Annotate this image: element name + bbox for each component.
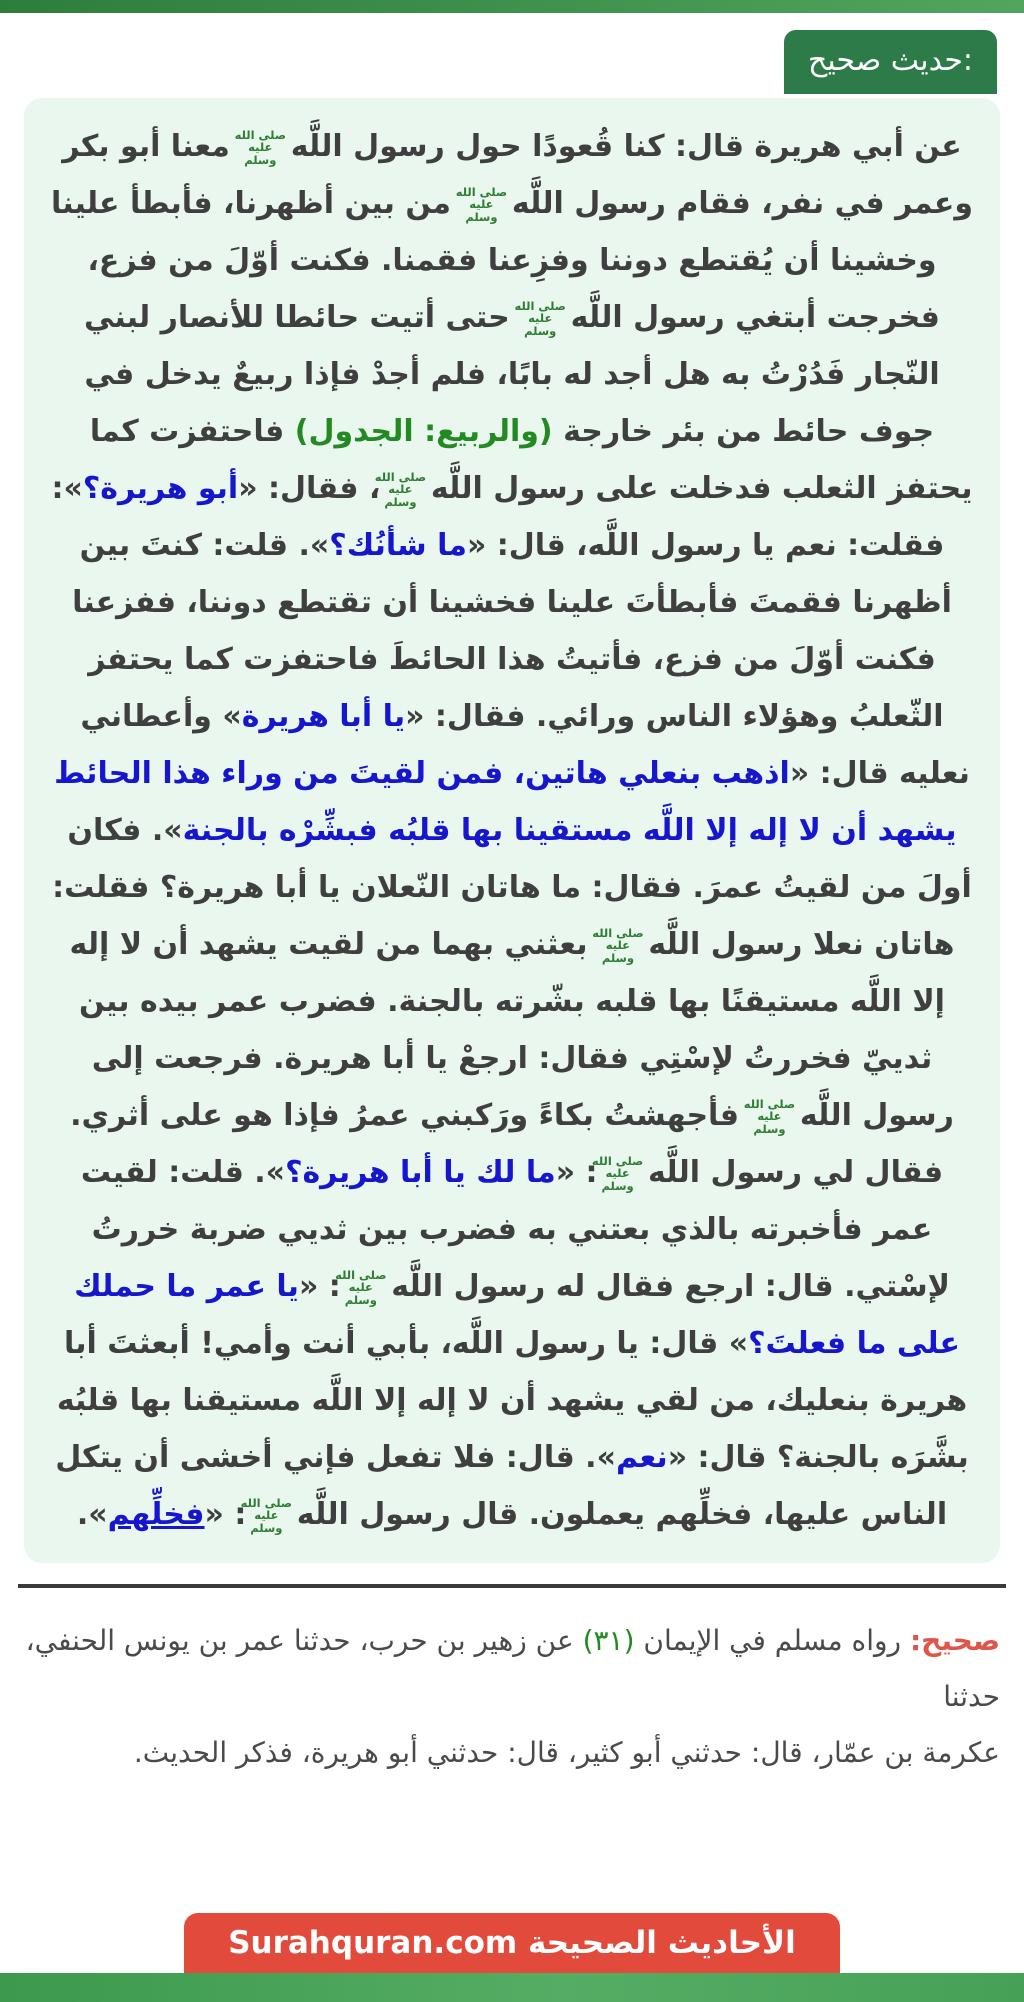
- saw-honorific-icon: صلى الله عليه وسلم: [240, 1496, 293, 1535]
- text-segment: نعم: [615, 1440, 668, 1475]
- saw-honorific-icon: صلى الله عليه وسلم: [514, 299, 566, 338]
- section-divider: [18, 1584, 1006, 1588]
- hadith-text-box: [24, 98, 1000, 1563]
- text-segment: ». قلت: لقيت عمر فأخبرته بالذي بعتني به فضرب بين ثديي ضربة خررتُ لإسْتي. قال: ارجع فقال له رسول اللَّه: [80, 1155, 950, 1304]
- source-note-paragraph: [24, 1613, 1000, 1725]
- text-segment: ». قال: فلا تفعل فإني أخشى أن يتكل الناس عليها، فخلِّهم يعملون. قال رسول اللَّه: [55, 1440, 948, 1532]
- text-segment: صحيح:: [909, 1624, 1000, 1657]
- saw-honorific-icon: صلى الله عليه وسلم: [455, 185, 508, 224]
- text-segment: : «: [298, 1269, 341, 1304]
- text-segment: فاحتفزت كما يحتفز الثعلب فدخلت على رسول اللَّه: [89, 414, 973, 506]
- saw-honorific-icon: صلى الله عليه وسلم: [234, 128, 286, 167]
- text-segment: يا عمر ما حملك على ما فعلتَ؟: [74, 1269, 960, 1361]
- text-segment: ما لك يا أبا هريرة؟: [285, 1155, 556, 1190]
- text-segment: فخلِّهم: [107, 1497, 205, 1532]
- hadith-text: [50, 118, 974, 1543]
- saw-honorific-icon: صلى الله عليه وسلم: [743, 1097, 796, 1136]
- source-note-paragraph: [24, 1725, 1000, 1781]
- text-segment: من بين أظهرنا، فأبطأ علينا وخشينا أن يُقتطع دوننا وفزِعنا فقمنا. فكنت أوّلَ من فزع، فخرجت أبتغي رسول اللَّه: [51, 186, 940, 335]
- text-segment: : «: [555, 1155, 598, 1190]
- text-segment: يا أبا هريرة: [241, 699, 406, 734]
- saw-honorific-icon: صلى الله عليه وسلم: [374, 470, 427, 509]
- text-segment: حتى أتيت حائطا للأنصار لبني النّجار فَدُرْتُ به هل أجد له بابًا، فلم أجدْ فإذا ربيعٌ يدخل في جوف حائط من بئر خارجة: [84, 300, 940, 449]
- text-segment: عن زهير بن حرب، حدثنا عمر بن يونس الحنفي، حدثنا: [25, 1624, 1000, 1713]
- text-segment: ما شأنُك؟: [329, 528, 467, 563]
- hadith-status-badge: حديث صحيح:: [784, 30, 997, 94]
- site-url: Surahquran.com: [228, 1925, 518, 1961]
- text-segment: عكرمة بن عمّار، قال: حدثني أبو كثير، قال: حدثني أبو هريرة، فذكر الحديث.: [133, 1736, 1000, 1769]
- text-segment: بعثني بهما من لقيت يشهد أن لا إله إلا اللَّه مستيقنًا بها قلبه بشّرته بالجنة. فضرب عمر بيده بين ثدييّ فخررتُ لإسْتِي فقال: ارجعْ يا أبا هريرة. فرجعت إلى رسول اللَّه: [69, 927, 954, 1133]
- text-segment: : «: [204, 1497, 247, 1532]
- text-segment: اذهب بنعلي هاتين، فمن لقيتَ من وراء هذا الحائط يشهد أن لا إله إلا اللَّه مستقينا بها قلبُه فبشِّرْه بالجنة: [54, 756, 957, 848]
- text-segment: معنا أبو بكر وعمر في نفر، فقام رسول اللَّه: [62, 129, 973, 221]
- text-segment: ، فقال: «: [238, 471, 381, 506]
- text-segment: ». قلت: كنتَ بين أظهرنا فقمتَ فأبطأتَ علينا فخشينا أن تقتطع دوننا، ففزعنا فكنت أوّلَ من فزع، فأتيتُ هذا الحائطَ فاحتفزت كما يحتفز الثّعلبُ وهؤلاء الناس ورائي. فقال: «: [72, 528, 952, 734]
- bottom-decorative-bar: [0, 1973, 1024, 2002]
- text-segment: (والربيع: الجدول): [294, 414, 553, 449]
- text-segment: »: فقلت: نعم يا رسول اللَّه، قال: «: [51, 471, 945, 563]
- badge-row: [0, 30, 1024, 94]
- saw-honorific-icon: صلى الله عليه وسلم: [592, 926, 644, 965]
- footer: [0, 1913, 1024, 2002]
- text-segment: » قال: يا رسول اللَّه، بأبي أنت وأمي! أبعثتَ أبا هريرة بنعليك، من لقي يشهد أن لا إله إلا اللَّه مستيقنا بها قلبُه بشَّرَه بالجنة؟ قال: «: [56, 1326, 969, 1475]
- text-segment: فأجهشتُ بكاءً ورَكبني عمرُ فإذا هو على أثري. فقال لي رسول اللَّه: [70, 1098, 944, 1190]
- text-segment: أبو هريرة؟: [82, 471, 239, 506]
- text-segment: ». فكان أولَ من لقيتُ عمرَ. فقال: ما هاتان النّعلان يا أبا هريرة؟ فقلت: هاتان نعلا رسول اللَّه: [52, 813, 972, 962]
- text-segment: ».: [76, 1497, 108, 1532]
- text-segment: رواه مسلم في الإيمان: [634, 1624, 910, 1657]
- text-segment: » وأعطاني نعليه قال: «: [80, 699, 970, 791]
- site-name-arabic: الأحاديث الصحيحة: [527, 1925, 796, 1961]
- saw-honorific-icon: صلى الله عليه وسلم: [335, 1268, 387, 1307]
- saw-honorific-icon: صلى الله عليه وسلم: [591, 1154, 644, 1193]
- source-note: [24, 1613, 1000, 1781]
- text-segment: (٣١): [582, 1624, 635, 1657]
- text-segment: عن أبي هريرة قال: كنا قُعودًا حول رسول اللَّه: [280, 129, 962, 164]
- top-decorative-bar: [0, 0, 1024, 13]
